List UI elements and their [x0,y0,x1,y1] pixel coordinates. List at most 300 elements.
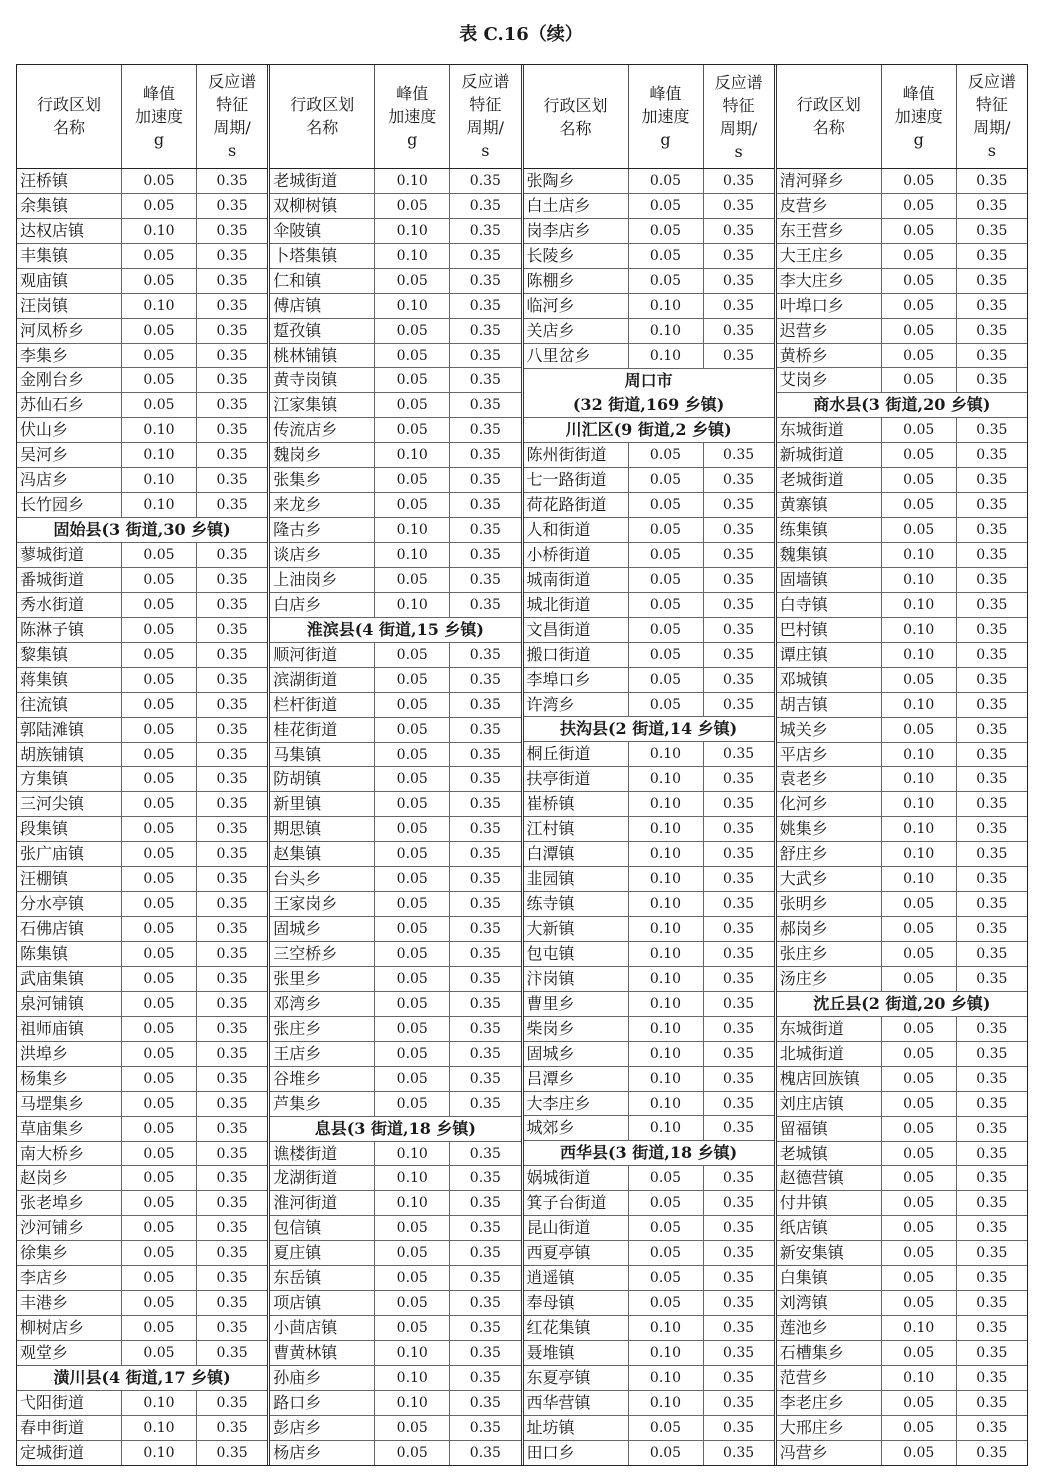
peak-acceleration: 0.05 [628,194,703,218]
peak-acceleration: 0.05 [628,593,703,617]
group-header-row [524,1141,774,1166]
table-row [270,269,520,294]
table-row [777,169,1027,194]
characteristic-period: 0.35 [196,1017,267,1041]
peak-acceleration: 0.10 [628,792,703,816]
peak-acceleration: 0.05 [374,942,449,966]
region-name: 桂花街道 [273,719,338,739]
region-name: 清河驿乡 [779,170,844,190]
table-row [270,743,520,768]
table-row [17,1341,267,1366]
table-row [524,1067,774,1092]
table-row [17,743,267,768]
region-name: 叶埠口乡 [779,295,844,315]
characteristic-period: 0.35 [449,518,520,542]
table-row [17,294,267,319]
table-row [524,842,774,867]
peak-acceleration: 0.10 [374,1166,449,1190]
region-name: 魏集镇 [779,545,828,565]
characteristic-period: 0.35 [196,244,267,268]
characteristic-period: 0.35 [196,643,267,667]
peak-acceleration: 0.05 [121,668,196,692]
region-name: 曹黄林镇 [273,1343,338,1363]
table-row [524,219,774,244]
region-name: 方集镇 [20,769,69,789]
peak-acceleration: 0.10 [121,294,196,318]
peak-acceleration: 0.05 [121,568,196,592]
peak-acceleration: 0.05 [881,344,956,368]
characteristic-period: 0.35 [956,518,1027,542]
characteristic-period: 0.35 [449,418,520,442]
peak-acceleration: 0.05 [881,1291,956,1315]
region-name: 田口乡 [526,1442,575,1462]
table-row [777,1067,1027,1092]
characteristic-period: 0.35 [956,1017,1027,1041]
table-row [524,1266,774,1291]
table-row [524,668,774,693]
table-row [270,1391,520,1416]
table-row [17,942,267,967]
region-name: 范营乡 [779,1367,828,1387]
peak-acceleration: 0.05 [121,743,196,767]
characteristic-period: 0.35 [703,1366,774,1390]
characteristic-period: 0.35 [449,1092,520,1116]
group-header-row [17,1366,267,1391]
characteristic-period: 0.35 [956,344,1027,368]
characteristic-period: 0.35 [703,1116,774,1140]
region-name: 白土店乡 [526,196,591,216]
table-row [270,1266,520,1291]
characteristic-period: 0.35 [956,1042,1027,1066]
characteristic-period: 0.35 [956,668,1027,692]
region-name: 箕子台街道 [526,1193,607,1213]
characteristic-period: 0.35 [956,593,1027,617]
characteristic-period: 0.35 [703,518,774,542]
table-row [270,194,520,219]
region-name: 东城街道 [779,420,844,440]
region-name: 练集镇 [779,520,828,540]
peak-acceleration: 0.05 [121,269,196,293]
table-row [17,693,267,718]
characteristic-period: 0.35 [703,468,774,492]
characteristic-period: 0.35 [703,568,774,592]
table-row [777,518,1027,543]
peak-acceleration: 0.05 [374,967,449,991]
region-name: 南大桥乡 [20,1143,85,1163]
peak-acceleration: 0.05 [628,1266,703,1290]
region-name: 艾岗乡 [779,370,828,390]
table-row [524,169,774,194]
table-row [17,1216,267,1241]
characteristic-period: 0.35 [956,1142,1027,1166]
characteristic-period: 0.35 [956,1316,1027,1340]
region-name: 胡族铺镇 [20,744,85,764]
peak-acceleration: 0.05 [374,792,449,816]
table-row [270,518,520,543]
characteristic-period: 0.35 [449,269,520,293]
characteristic-period: 0.35 [196,1341,267,1365]
peak-acceleration: 0.10 [121,1391,196,1415]
table-row [777,767,1027,792]
peak-acceleration: 0.10 [881,1366,956,1390]
region-name: 张里乡 [273,968,322,988]
peak-acceleration: 0.05 [121,344,196,368]
table-row [17,643,267,668]
column-header [17,65,267,169]
table-column-2 [267,65,520,1465]
peak-acceleration: 0.05 [881,967,956,991]
characteristic-period: 0.35 [449,1166,520,1190]
table-row [17,468,267,493]
characteristic-period: 0.35 [196,443,267,467]
table-row [777,1017,1027,1042]
table-row [777,568,1027,593]
characteristic-period: 0.35 [703,194,774,218]
table-row [777,643,1027,668]
region-name: 李大庄乡 [779,270,844,290]
region-name: 定城街道 [20,1442,85,1462]
region-name: 顺河街道 [273,644,338,664]
characteristic-period: 0.35 [196,393,267,417]
peak-acceleration: 0.05 [881,1017,956,1041]
region-name: 迟营乡 [779,320,828,340]
peak-acceleration: 0.05 [121,1067,196,1091]
characteristic-period: 0.35 [956,319,1027,343]
characteristic-period: 0.35 [449,344,520,368]
region-name: 刘湾镇 [779,1293,828,1313]
table-row [270,543,520,568]
region-name: 魏岗乡 [273,445,322,465]
table-row [17,867,267,892]
characteristic-period: 0.35 [449,1341,520,1365]
characteristic-period: 0.35 [703,493,774,517]
region-name: 聂堆镇 [526,1342,575,1362]
characteristic-period: 0.35 [196,1266,267,1290]
peak-acceleration: 0.05 [881,1117,956,1141]
table-row [777,917,1027,942]
region-name: 固城乡 [273,919,322,939]
peak-acceleration: 0.05 [881,468,956,492]
characteristic-period: 0.35 [703,767,774,791]
group-title: 固始县(3 街道,30 乡镇) [53,520,231,540]
region-name: 白集镇 [779,1268,828,1288]
peak-acceleration: 0.05 [374,668,449,692]
characteristic-period: 0.35 [703,992,774,1016]
characteristic-period: 0.35 [703,867,774,891]
table-row [777,319,1027,344]
characteristic-period: 0.35 [956,892,1027,916]
characteristic-period: 0.35 [449,1191,520,1215]
characteristic-period: 0.35 [703,1166,774,1190]
header-period: 反应谱 特征 周期/ s [703,65,774,168]
peak-acceleration: 0.05 [121,917,196,941]
table-row [17,593,267,618]
region-name: 老城镇 [779,1143,828,1163]
region-name: 长陵乡 [526,246,575,266]
characteristic-period: 0.35 [703,169,774,193]
region-name: 防胡镇 [273,769,322,789]
region-name: 李集乡 [20,345,69,365]
peak-acceleration: 0.05 [374,1316,449,1340]
region-name: 马集镇 [273,744,322,764]
characteristic-period: 0.35 [196,219,267,243]
region-name: 红花集镇 [526,1317,591,1337]
characteristic-period: 0.35 [703,742,774,766]
table-row [17,1142,267,1167]
table-row [270,368,520,393]
header-pga: 峰值 加速度 g [881,65,956,168]
region-name: 吴河乡 [20,445,69,465]
table-row [777,493,1027,518]
characteristic-period: 0.35 [196,368,267,392]
region-name: 舒庄乡 [779,844,828,864]
region-name: 来龙乡 [273,495,322,515]
peak-acceleration: 0.05 [121,1341,196,1365]
peak-acceleration: 0.05 [121,992,196,1016]
region-name: 蓼城街道 [20,545,85,565]
table-row [17,1117,267,1142]
peak-acceleration: 0.05 [121,194,196,218]
characteristic-period: 0.35 [956,1216,1027,1240]
region-name: 邓湾乡 [273,993,322,1013]
region-name: 许湾乡 [526,694,575,714]
region-name: 新里镇 [273,794,322,814]
characteristic-period: 0.35 [196,269,267,293]
characteristic-period: 0.35 [449,693,520,717]
header-pga: 峰值 加速度 g [121,65,196,168]
region-name: 洪埠乡 [20,1043,69,1063]
region-name: 赵岗乡 [20,1168,69,1188]
table-row [524,568,774,593]
characteristic-period: 0.35 [196,767,267,791]
region-name: 张集乡 [273,470,322,490]
region-name: 汪桥镇 [20,170,69,190]
peak-acceleration: 0.05 [374,1441,449,1465]
characteristic-period: 0.35 [956,1266,1027,1290]
characteristic-period: 0.35 [703,1216,774,1240]
table-row [777,1441,1027,1465]
table-row [524,493,774,518]
characteristic-period: 0.35 [956,1117,1027,1141]
table-row [17,1067,267,1092]
region-name: 练寺镇 [526,894,575,914]
region-name: 李老庄乡 [779,1392,844,1412]
characteristic-period: 0.35 [196,294,267,318]
characteristic-period: 0.35 [956,1416,1027,1440]
peak-acceleration: 0.05 [628,493,703,517]
characteristic-period: 0.35 [196,1117,267,1141]
table-row [524,1166,774,1191]
table-row [270,1366,520,1391]
table-row [17,1266,267,1291]
peak-acceleration: 0.10 [881,643,956,667]
table-row [777,618,1027,643]
peak-acceleration: 0.05 [881,1341,956,1365]
peak-acceleration: 0.05 [121,1017,196,1041]
peak-acceleration: 0.10 [374,518,449,542]
characteristic-period: 0.35 [956,967,1027,991]
table-row [270,842,520,867]
table-row [270,1166,520,1191]
table-row [17,967,267,992]
region-name: 纸店镇 [779,1218,828,1238]
characteristic-period: 0.35 [703,1191,774,1215]
region-name: 临河乡 [526,296,575,316]
region-name: 伞陂镇 [273,220,322,240]
table-row [777,468,1027,493]
peak-acceleration: 0.05 [374,493,449,517]
peak-acceleration: 0.10 [628,1341,703,1365]
table-row [524,742,774,767]
peak-acceleration: 0.05 [374,842,449,866]
table-row [777,867,1027,892]
table-row [524,892,774,917]
region-name: 项店镇 [273,1293,322,1313]
peak-acceleration: 0.10 [374,294,449,318]
characteristic-period: 0.35 [196,718,267,742]
characteristic-period: 0.35 [956,1441,1027,1465]
table-row [524,693,774,718]
characteristic-period: 0.35 [449,493,520,517]
column-header [777,65,1027,169]
peak-acceleration: 0.10 [374,443,449,467]
peak-acceleration: 0.05 [881,892,956,916]
peak-acceleration: 0.05 [881,294,956,318]
table-row [524,1416,774,1441]
region-name: 张庄乡 [779,944,828,964]
group-title: 西华县(3 街道,18 乡镇) [559,1143,738,1163]
characteristic-period: 0.35 [449,568,520,592]
peak-acceleration: 0.10 [881,767,956,791]
table-row [270,443,520,468]
peak-acceleration: 0.10 [121,418,196,442]
region-name: 分水亭镇 [20,894,85,914]
table-row [524,1316,774,1341]
region-name: 逍遥镇 [526,1268,575,1288]
header-name: 行政区划 名称 [543,95,608,138]
region-name: 胡吉镇 [779,694,828,714]
region-name: 张老埠乡 [20,1193,85,1213]
region-name: 桐丘街道 [526,744,591,764]
characteristic-period: 0.35 [449,393,520,417]
table-row [777,294,1027,319]
peak-acceleration: 0.05 [881,244,956,268]
region-name: 淮河街道 [273,1193,338,1213]
table-row [17,319,267,344]
peak-acceleration: 0.05 [121,767,196,791]
region-name: 谭庄镇 [779,644,828,664]
region-name: 汪岗镇 [20,295,69,315]
peak-acceleration: 0.05 [881,194,956,218]
peak-acceleration: 0.10 [881,693,956,717]
characteristic-period: 0.35 [956,368,1027,392]
characteristic-period: 0.35 [196,992,267,1016]
region-name: 马堽集乡 [20,1093,85,1113]
table-row [524,992,774,1017]
region-name: 三河尖镇 [20,794,85,814]
region-name: 大邢庄乡 [779,1417,844,1437]
region-name: 芦集乡 [273,1093,322,1113]
region-name: 谈店乡 [273,545,322,565]
peak-acceleration: 0.05 [628,1441,703,1465]
characteristic-period: 0.35 [703,244,774,268]
table-row [270,1341,520,1366]
group-header-row [777,393,1027,418]
region-name: 彭店乡 [273,1417,322,1437]
region-name: 弋阳街道 [20,1392,85,1412]
region-name: 黎集镇 [20,644,69,664]
region-name: 化河乡 [779,794,828,814]
region-name: 姚集乡 [779,819,828,839]
group-header-row [524,393,774,418]
table-row [270,1441,520,1465]
table-row [270,992,520,1017]
characteristic-period: 0.35 [449,917,520,941]
peak-acceleration: 0.05 [881,493,956,517]
group-title: 扶沟县(2 街道,14 乡镇) [559,719,738,739]
table-row [777,269,1027,294]
region-name: 东夏亭镇 [526,1367,591,1387]
characteristic-period: 0.35 [196,344,267,368]
characteristic-period: 0.35 [449,1067,520,1091]
peak-acceleration: 0.05 [121,1042,196,1066]
peak-acceleration: 0.05 [881,219,956,243]
header-pga: 峰值 加速度 g [628,65,703,168]
characteristic-period: 0.35 [449,468,520,492]
characteristic-period: 0.35 [449,792,520,816]
region-name: 人和街道 [526,519,591,539]
region-name: 新城街道 [779,445,844,465]
peak-acceleration: 0.10 [628,842,703,866]
peak-acceleration: 0.05 [628,693,703,717]
table-row [270,767,520,792]
characteristic-period: 0.35 [956,618,1027,642]
table-row [17,1316,267,1341]
table-row [270,418,520,443]
peak-acceleration: 0.05 [881,1416,956,1440]
peak-acceleration: 0.05 [628,244,703,268]
region-name: 巴村镇 [779,619,828,639]
table-row [17,219,267,244]
page-title: 表 C.16（续） [459,24,583,45]
characteristic-period: 0.35 [956,493,1027,517]
region-name: 大李庄乡 [526,1093,591,1113]
data-table [16,64,1028,1466]
peak-acceleration: 0.05 [374,418,449,442]
group-header-row [524,369,774,393]
table-row [524,867,774,892]
peak-acceleration: 0.05 [374,992,449,1016]
region-name: 祖师庙镇 [20,1018,85,1038]
table-row [777,1416,1027,1441]
characteristic-period: 0.35 [956,543,1027,567]
table-row [270,668,520,693]
peak-acceleration: 0.05 [121,1241,196,1265]
region-name: 隆古乡 [273,520,322,540]
table-row [524,1366,774,1391]
peak-acceleration: 0.05 [628,443,703,467]
characteristic-period: 0.35 [449,867,520,891]
characteristic-period: 0.35 [703,1266,774,1290]
characteristic-period: 0.35 [449,1316,520,1340]
characteristic-period: 0.35 [196,1092,267,1116]
table-row [524,1341,774,1366]
table-row [17,817,267,842]
peak-acceleration: 0.05 [121,942,196,966]
peak-acceleration: 0.10 [881,842,956,866]
region-name: 秀水街道 [20,594,85,614]
region-name: 皮营乡 [779,195,828,215]
